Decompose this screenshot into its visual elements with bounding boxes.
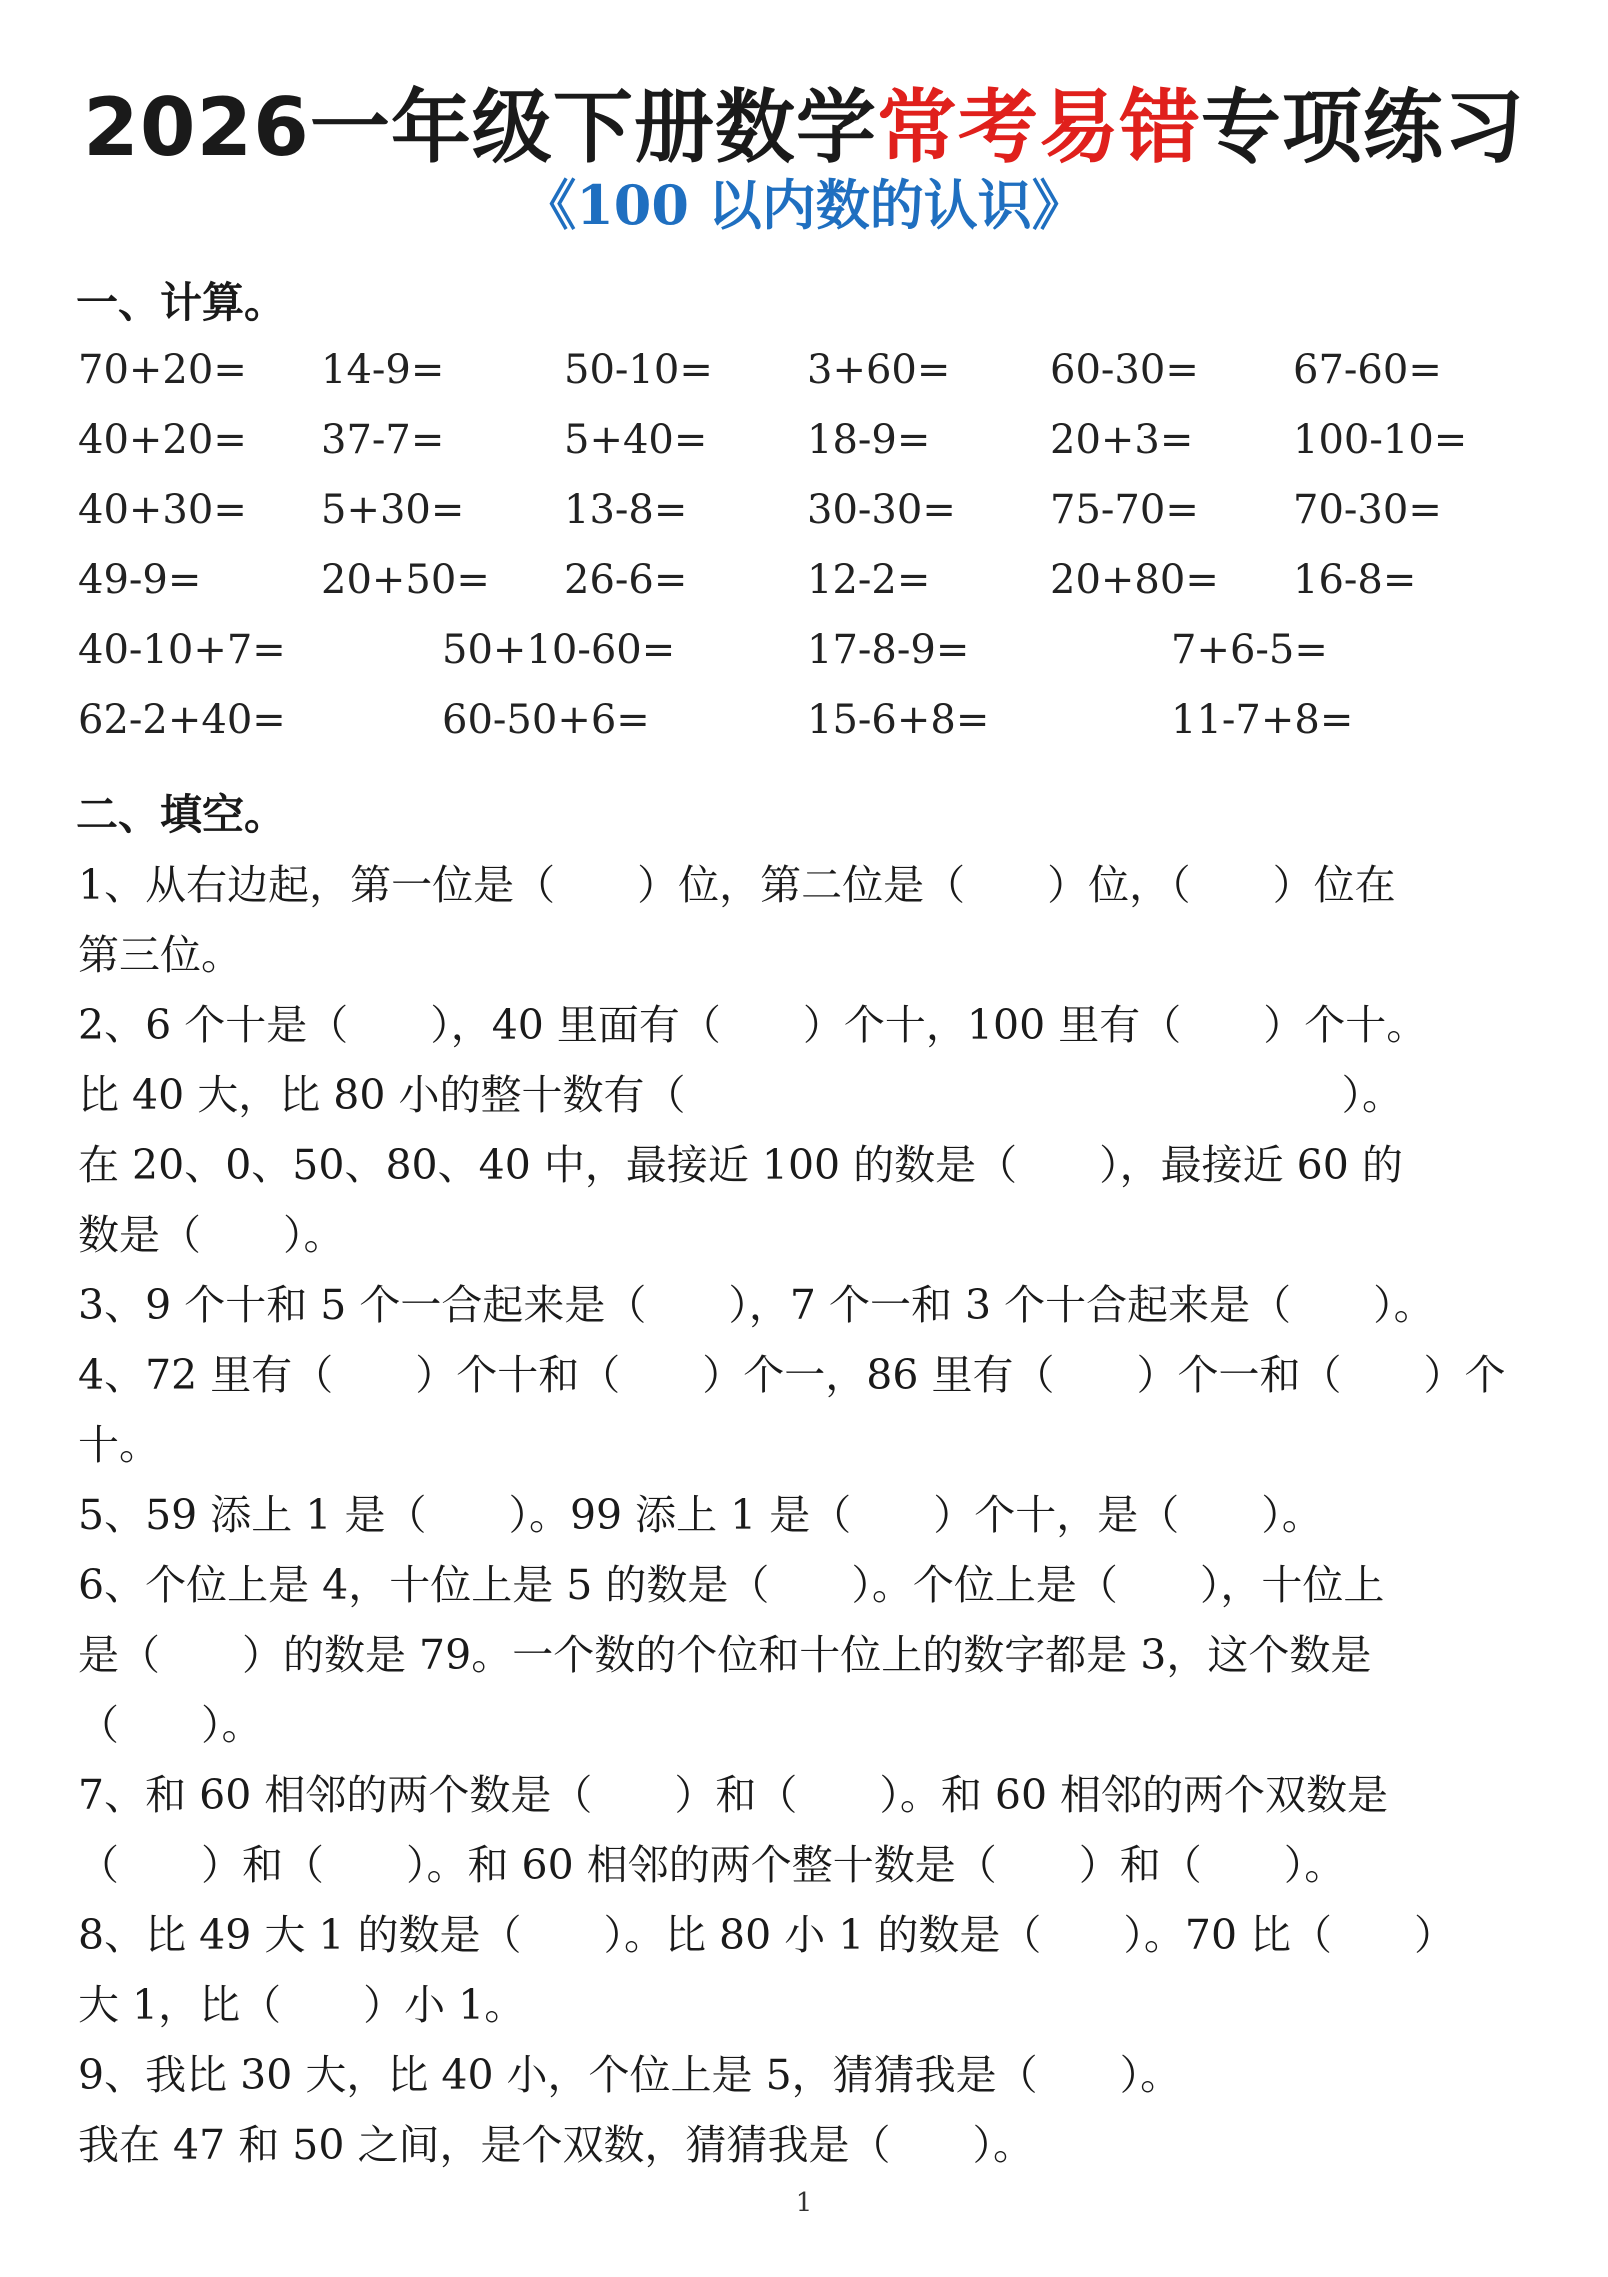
calc-item: 3+60= — [807, 347, 951, 393]
title-highlight: 常考易错 — [876, 81, 1201, 174]
title-part1: 2026一年级下册数学 — [83, 81, 877, 174]
calc-item: 50-10= — [564, 347, 713, 393]
page-subtitle: 《100 以内数的认识》 — [522, 173, 1086, 237]
calc-item: 62-2+40= — [78, 697, 286, 743]
calc-item: 100-10= — [1293, 417, 1468, 463]
question-line: 3、9 个十和 5 个一合起来是（ ），7 个一和 3 个十合起来是（ ）。 — [78, 1281, 1435, 1329]
question-line: （ ）和（ ）。和 60 相邻的两个整十数是（ ）和（ ）。 — [78, 1841, 1346, 1889]
calc-item: 16-8= — [1293, 557, 1417, 603]
calc-row — [0, 552, 1608, 608]
question-line: 大 1，比（ ）小 1。 — [78, 1981, 526, 2029]
calc-item: 30-30= — [807, 487, 956, 533]
section2-heading: 二、填空。 — [76, 790, 287, 839]
calc-item: 75-70= — [1050, 487, 1199, 533]
calc-item: 49-9= — [78, 557, 202, 603]
question-line: 4、72 里有（ ）个十和（ ）个一，86 里有（ ）个一和（ ）个 — [78, 1351, 1506, 1399]
question-line: 5、59 添上 1 是（ ）。99 添上 1 是（ ）个十，是（ ）。 — [78, 1491, 1323, 1539]
calc-item: 50+10-60= — [442, 627, 676, 673]
title-part2: 专项练习 — [1200, 81, 1525, 174]
calc-item: 26-6= — [564, 557, 688, 603]
calc-row — [0, 412, 1608, 468]
fill-in-questions — [78, 850, 1538, 2180]
calc-item: 12-2= — [807, 557, 931, 603]
question-line: 7、和 60 相邻的两个数是（ ）和（ ）。和 60 相邻的两个双数是 — [78, 1771, 1389, 1819]
question-line: 十。 — [78, 1421, 160, 1469]
question-line: 比 40 大，比 80 小的整十数有（ ）。 — [78, 1071, 1403, 1119]
calc-item: 40-10+7= — [78, 627, 286, 673]
section1-heading: 一、计算。 — [76, 278, 287, 327]
calc-item: 20+80= — [1050, 557, 1219, 603]
page-title — [0, 78, 1608, 178]
question-line: 我在 47 和 50 之间，是个双数，猜猜我是（ ）。 — [78, 2121, 1034, 2169]
question-line: 9、我比 30 大，比 40 小，个位上是 5，猜猜我是（ ）。 — [78, 2051, 1182, 2099]
question-line: 在 20、0、50、80、40 中，最接近 100 的数是（ ），最接近 60 的 — [78, 1141, 1403, 1189]
question-line: 是（ ）的数是 79。一个数的个位和十位上的数字都是 3，这个数是 — [78, 1631, 1372, 1679]
calc-item: 7+6-5= — [1171, 627, 1328, 673]
calc-item: 14-9= — [321, 347, 445, 393]
calc-item: 18-9= — [807, 417, 931, 463]
calc-item: 40+20= — [78, 417, 247, 463]
calc-item: 70-30= — [1293, 487, 1442, 533]
calc-item: 60-30= — [1050, 347, 1199, 393]
question-line: 6、个位上是 4，十位上是 5 的数是（ ）。个位上是（ ），十位上 — [78, 1561, 1385, 1609]
question-line: 第三位。 — [78, 931, 242, 979]
calc-item: 5+30= — [321, 487, 465, 533]
calc-item: 13-8= — [564, 487, 688, 533]
calc-row — [0, 622, 1608, 678]
calc-item: 17-8-9= — [807, 627, 970, 673]
calc-item: 5+40= — [564, 417, 708, 463]
calc-item: 67-60= — [1293, 347, 1442, 393]
page-number: 1 — [795, 2188, 813, 2218]
question-line: 2、6 个十是（ ），40 里面有（ ）个十，100 里有（ ）个十。 — [78, 1001, 1428, 1049]
calc-item: 20+3= — [1050, 417, 1194, 463]
calc-item: 60-50+6= — [442, 697, 650, 743]
calc-row — [0, 342, 1608, 398]
question-line: 8、比 49 大 1 的数是（ ）。比 80 小 1 的数是（ ）。70 比（ ） — [78, 1911, 1456, 1959]
calc-item: 15-6+8= — [807, 697, 990, 743]
question-line: （ ）。 — [78, 1701, 263, 1749]
calc-item: 37-7= — [321, 417, 445, 463]
question-line: 1、从右边起，第一位是（ ）位，第二位是（ ）位，（ ）位在 — [78, 861, 1396, 909]
calc-item: 70+20= — [78, 347, 247, 393]
calc-item: 11-7+8= — [1171, 697, 1354, 743]
calc-item: 40+30= — [78, 487, 247, 533]
calc-item: 20+50= — [321, 557, 490, 603]
calc-row — [0, 482, 1608, 538]
question-line: 数是（ ）。 — [78, 1211, 345, 1259]
calc-row — [0, 692, 1608, 748]
